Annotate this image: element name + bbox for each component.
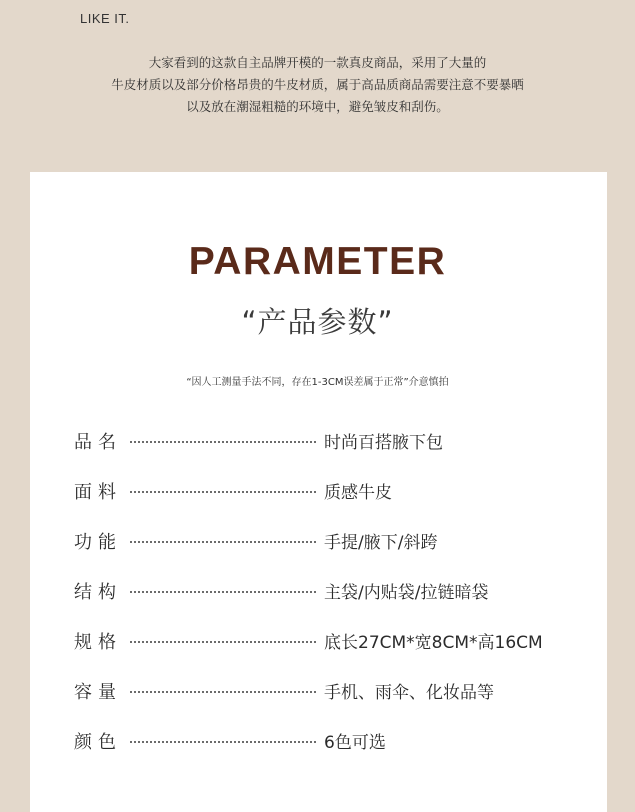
param-value: 底长27CM*宽8CM*高16CM [324, 633, 543, 653]
param-row-capacity [74, 675, 594, 705]
like-it-text: LIKE IT. [80, 11, 130, 26]
param-label: 面料 [74, 482, 122, 503]
param-row-function [74, 525, 594, 555]
param-row-size [74, 625, 594, 655]
intro-section [0, 0, 635, 170]
param-value: 质感牛皮 [324, 483, 392, 503]
param-label: 功能 [74, 532, 122, 553]
param-value: 手提/腋下/斜跨 [324, 533, 438, 553]
intro-line-3: 以及放在潮湿粗糙的环境中，避免皱皮和刮伤。 [186, 99, 449, 114]
intro-line-1: 大家看到的这款自主品牌开模的一款真皮商品，采用了大量的 [148, 55, 487, 70]
param-value: 6色可选 [324, 733, 386, 753]
param-label: 结构 [74, 582, 122, 603]
param-label: 容量 [74, 682, 122, 703]
param-label: 颜色 [74, 732, 122, 753]
dotted-leader [130, 491, 316, 493]
dotted-leader [130, 591, 316, 593]
param-value: 手机、雨伞、化妆品等 [324, 683, 494, 703]
param-label: 品名 [74, 432, 122, 453]
param-row-name [74, 425, 594, 455]
dotted-leader [130, 541, 316, 543]
param-row-color [74, 725, 594, 755]
dotted-leader [130, 741, 316, 743]
intro-paragraph [40, 52, 595, 118]
param-row-structure [74, 575, 594, 605]
param-value: 主袋/内贴袋/拉链暗袋 [324, 583, 489, 603]
param-value: 时尚百搭腋下包 [324, 433, 443, 453]
dotted-leader [130, 441, 316, 443]
parameter-subtitle: “产品参数” [241, 305, 394, 339]
dotted-leader [130, 641, 316, 643]
dotted-leader [130, 691, 316, 693]
measurement-note: “因人工测量手法不同，存在1-3CM误差属于正常”介意慎拍 [186, 377, 449, 388]
param-row-material [74, 475, 594, 505]
intro-line-2: 牛皮材质以及部分价格昂贵的牛皮材质，属于高品质商品需要注意不要暴晒 [111, 77, 524, 92]
parameter-title: PARAMETER [188, 240, 447, 283]
param-label: 规格 [74, 632, 122, 653]
